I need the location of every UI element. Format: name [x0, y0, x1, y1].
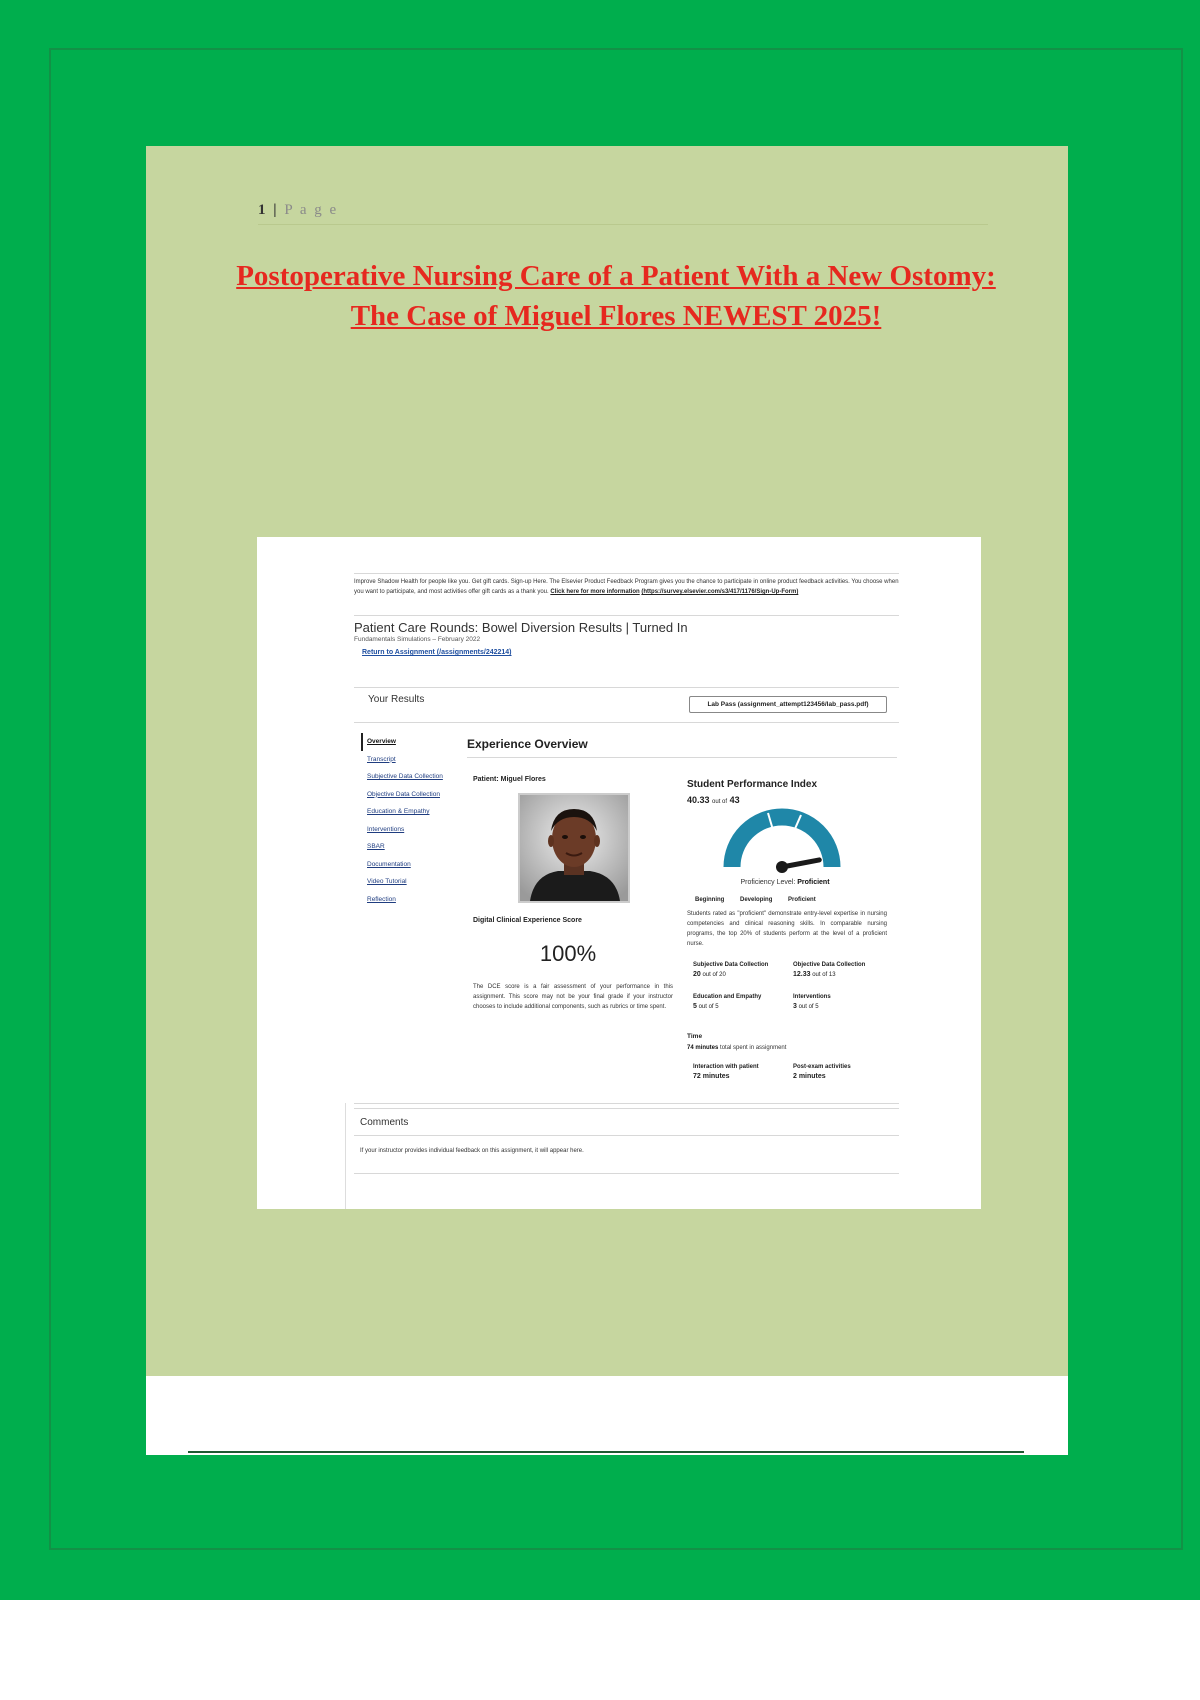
feedback-banner — [354, 577, 899, 597]
divider — [354, 1135, 899, 1136]
results-nav — [367, 733, 459, 908]
divider — [354, 1108, 899, 1109]
dce-score-value: 100% — [539, 941, 597, 966]
time-total-value: 74 minutes — [687, 1045, 719, 1051]
spi-out-of: out of — [712, 799, 728, 805]
metric-label: Objective Data Collection — [793, 962, 866, 968]
metric-objective — [793, 961, 865, 980]
nav-item-objective-data[interactable]: Objective Data Collection — [367, 790, 440, 798]
divider — [354, 722, 899, 723]
nav-item-subjective-data[interactable]: Subjective Data Collection — [367, 773, 443, 780]
divider — [354, 573, 899, 574]
metric-suffix: out of 20 — [702, 972, 726, 978]
time-metric-value: 72 minutes — [693, 1073, 730, 1080]
patient-label: Patient: Miguel Flores — [473, 776, 546, 783]
experience-overview-heading: Experience Overview — [467, 737, 588, 751]
comments-text: If your instructor provides individual feedback on this assignment, it will appear here. — [360, 1148, 584, 1154]
spi-description: Students rated as "proficient" demonstrate entry-level expertise in nursing competencies and clinical reasoning skills. In comparable nursing programs, the top 20% of students perform at the level of a proficient nurse. — [687, 911, 887, 947]
nav-item-sbar[interactable]: SBAR — [367, 843, 385, 850]
time-metric-label: Interaction with patient — [693, 1064, 759, 1070]
metric-value: 5 — [693, 1003, 697, 1010]
document-title: Postoperative Nursing Care of a Patient With a New Ostomy: The Case of Miguel Flores NEWEST 2025! — [236, 260, 996, 332]
document-page — [146, 146, 1068, 1455]
metric-label: Education and Empathy — [693, 994, 762, 1000]
banner-text: Improve Shadow Health for people like you. Get gift cards. Sign-up Here. The Elsevier Product Feedback Program gives you the chance to participate in online product feedback activities. You choose when you want to participate, and most activities offer gift cards as a thank you. — [354, 579, 899, 595]
active-nav-indicator — [361, 733, 363, 751]
divider — [354, 1173, 899, 1174]
your-results-heading: Your Results — [368, 694, 425, 705]
dce-score-label: Digital Clinical Experience Score — [473, 917, 582, 924]
divider — [354, 615, 899, 616]
return-to-assignment-link[interactable]: Return to Assignment (/assignments/242214) — [362, 649, 512, 656]
proficiency-level — [687, 879, 883, 886]
results-title: Patient Care Rounds: Bowel Diversion Results | Turned In — [354, 620, 688, 635]
metric-label: Interventions — [793, 994, 831, 1000]
banner-link-url[interactable]: (https://survey.elsevier.com/s3/417/1176/Sign-Up-Form) — [641, 589, 799, 595]
spi-heading: Student Performance Index — [687, 779, 818, 790]
metric-value: 12.33 — [793, 971, 811, 978]
column-line — [345, 1103, 346, 1209]
scale-beginning: Beginning — [695, 897, 725, 903]
nav-item-reflection[interactable]: Reflection — [367, 895, 396, 903]
patient-avatar — [518, 793, 630, 903]
metric-suffix: out of 13 — [812, 972, 836, 978]
results-screenshot — [257, 537, 981, 1209]
nav-item-transcript[interactable]: Transcript — [367, 755, 396, 763]
proficiency-level-value: Proficient — [797, 879, 830, 886]
time-total — [687, 1045, 786, 1051]
nav-item-video-tutorial[interactable]: Video Tutorial — [367, 878, 407, 885]
page-bottom-rule — [188, 1451, 1024, 1453]
nav-item-documentation[interactable]: Documentation — [367, 860, 411, 868]
metric-interventions — [793, 993, 831, 1012]
spi-score-value: 40.33 — [687, 795, 710, 805]
time-interaction — [693, 1063, 759, 1082]
metric-value: 20 — [693, 971, 701, 978]
page-number: 1 — [258, 202, 268, 218]
metric-value: 3 — [793, 1003, 797, 1010]
metric-suffix: out of 5 — [698, 1004, 719, 1010]
metric-suffix: out of 5 — [798, 1004, 819, 1010]
metric-label: Subjective Data Collection — [693, 962, 769, 968]
patient-portrait-image — [520, 795, 628, 901]
proficiency-gauge-icon — [723, 807, 841, 875]
spi-score — [687, 795, 740, 805]
proficiency-scale — [695, 897, 875, 903]
nav-item-education-empathy[interactable]: Education & Empathy — [367, 808, 430, 815]
divider — [467, 757, 897, 758]
lab-pass-pdf-button[interactable]: Lab Pass (assignment_attempt123456/lab_pass.pdf) — [689, 696, 887, 713]
divider — [354, 687, 899, 688]
page-header-word: P a g e — [284, 202, 339, 218]
time-label: Time — [687, 1033, 703, 1040]
time-total-suffix: total spent in assignment — [720, 1045, 787, 1051]
header-rule — [258, 224, 988, 225]
nav-item-interventions[interactable]: Interventions — [367, 825, 405, 833]
proficiency-level-label: Proficiency Level: — [740, 879, 796, 886]
scale-proficient: Proficient — [788, 897, 816, 903]
page-header — [258, 202, 338, 219]
metric-education — [693, 993, 761, 1012]
scale-developing: Developing — [740, 897, 773, 903]
banner-link[interactable]: Click here for more information — [550, 589, 640, 595]
time-metric-label: Post-exam activities — [793, 1064, 851, 1070]
time-post-exam — [793, 1063, 851, 1082]
time-metric-value: 2 minutes — [793, 1073, 826, 1080]
comments-heading: Comments — [360, 1117, 409, 1128]
spi-score-max: 43 — [729, 795, 740, 805]
nav-item-overview[interactable]: Overview — [367, 738, 396, 745]
course-subtitle: Fundamentals Simulations – February 2022 — [354, 636, 481, 643]
divider — [354, 1103, 899, 1104]
page-header-separator: | — [273, 202, 279, 218]
dce-score-description: The DCE score is a fair assessment of your performance in this assignment. This score may not be your final grade if your instructor chooses to include additional components, such as rubrics or time spent. — [473, 984, 673, 1010]
metric-subjective — [693, 961, 768, 980]
